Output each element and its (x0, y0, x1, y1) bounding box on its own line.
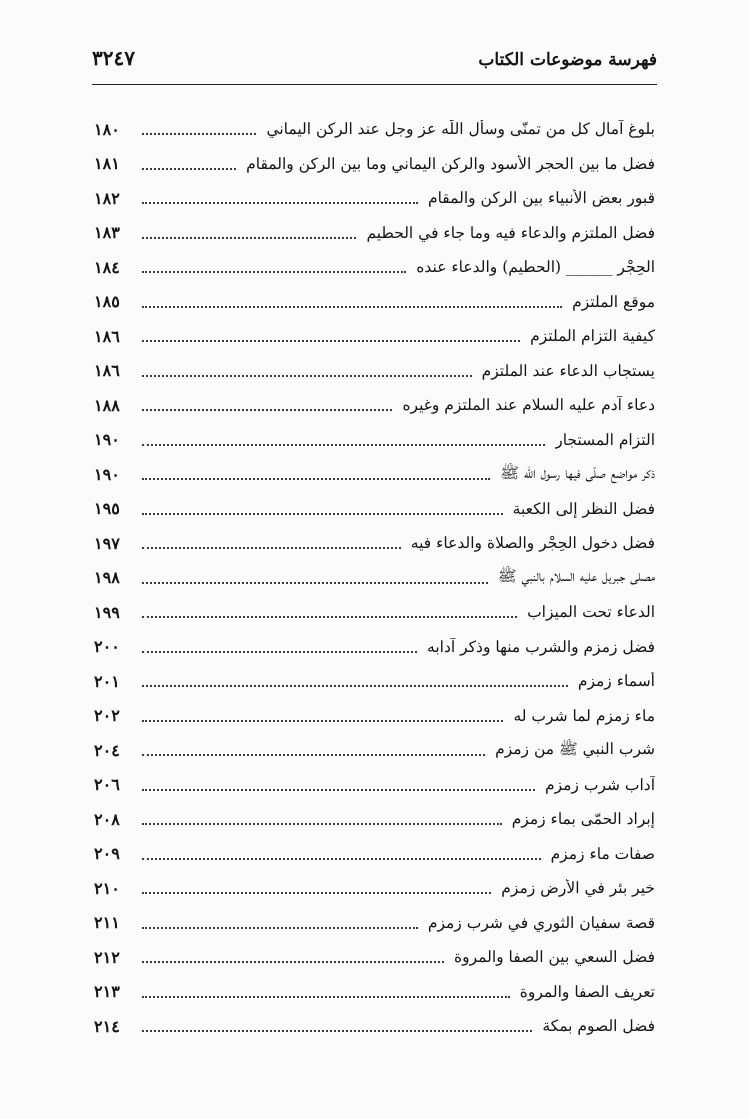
dot-leader (142, 685, 568, 687)
entry-title: فضل الملتزم والدعاء فيه وما جاء في الحطيم (366, 223, 655, 242)
toc-entry (94, 561, 655, 596)
dot-leader (142, 133, 256, 135)
dot-leader (142, 237, 356, 239)
toc-entry (94, 906, 655, 941)
dot-leader (142, 996, 510, 998)
entry-title: شرب النبي ﷺ من زمزم (495, 739, 655, 758)
page-header (92, 44, 657, 76)
entry-page-number: ١٨١ (94, 154, 120, 174)
entry-title: ذكر مواضع صلّى فيها رسول اللّٰه ﷺ (500, 463, 655, 482)
dot-leader (142, 409, 392, 411)
toc-entry (94, 423, 655, 458)
entry-page-number: ١٨٥ (94, 292, 120, 312)
dot-leader (142, 1030, 532, 1032)
toc-entry (94, 630, 655, 665)
entry-page-number: ١٨٦ (94, 326, 120, 346)
entry-page-number: ٢١٠ (94, 878, 120, 898)
toc-entry (94, 285, 655, 320)
entry-title: فضل النظر إلى الكعبة (512, 499, 655, 518)
dot-leader (142, 340, 520, 342)
entry-page-number: ١٩٥ (94, 499, 120, 519)
entry-title: خير بئر في الأرض زمزم (501, 879, 655, 898)
dot-leader (142, 927, 418, 929)
dot-leader (142, 858, 541, 860)
toc-entry (94, 837, 655, 872)
toc-entry (94, 733, 655, 768)
entry-title: ماء زمزم لما شرب له (513, 706, 655, 725)
toc-entry (94, 457, 655, 492)
entry-page-number: ٢١١ (94, 913, 120, 933)
toc-entry (94, 526, 655, 561)
entry-page-number: ١٨٨ (94, 395, 120, 415)
entry-title: تعريف الصفا والمروة (519, 982, 655, 1001)
entry-page-number: ٢١٣ (94, 982, 120, 1002)
entry-title: يستجاب الدعاء عند الملتزم (481, 361, 655, 380)
toc-entry (94, 699, 655, 734)
entry-title: قبور بعض الأنبياء بين الركن والمقام (427, 189, 655, 208)
toc-entry (94, 250, 655, 285)
dot-leader (142, 168, 236, 170)
dot-leader (142, 651, 417, 653)
dot-leader (142, 513, 503, 515)
entry-page-number: ٢١٤ (94, 1016, 120, 1036)
dot-leader (142, 789, 535, 791)
entry-page-number: ١٨٤ (94, 257, 120, 277)
dot-leader (142, 478, 490, 480)
dot-leader (142, 306, 562, 308)
entry-title: فضل السعي بين الصفا والمروة (453, 948, 655, 967)
table-of-contents (94, 112, 655, 1044)
dot-leader (142, 720, 503, 722)
entry-page-number: ٢٠٦ (94, 775, 120, 795)
entry-title: الدعاء تحت الميزاب (527, 603, 655, 622)
toc-entry (94, 768, 655, 803)
dot-leader (142, 754, 485, 756)
entry-title: كيفية التزام الملتزم (530, 327, 655, 346)
toc-entry (94, 595, 655, 630)
entry-title: التزام المستجار (555, 430, 655, 449)
entry-title: الحِجْر ______ (الحطيم) والدعاء عنده (416, 258, 655, 277)
entry-page-number: ٢٠٠ (94, 637, 120, 657)
toc-entry (94, 1009, 655, 1044)
entry-title: دعاء آدم عليه السلام عند الملتزم وغيره (402, 396, 655, 415)
toc-entry (94, 181, 655, 216)
entry-title: فضل زمزم والشرب منها وذكر آدابه (427, 637, 655, 656)
toc-entry (94, 802, 655, 837)
entry-page-number: ٢٠٤ (94, 740, 120, 760)
toc-entry (94, 664, 655, 699)
entry-page-number: ٢٠٢ (94, 706, 120, 726)
dot-leader (142, 616, 517, 618)
entry-page-number: ١٨٢ (94, 188, 120, 208)
entry-title: أسماء زمزم (577, 672, 655, 691)
entry-page-number: ١٩٩ (94, 602, 120, 622)
page-number: ٣٢٤٧ (92, 46, 135, 70)
toc-entry (94, 216, 655, 251)
entry-title: فضل دخول الحِجْر والصلاة والدعاء فيه (410, 534, 655, 553)
toc-entry (94, 871, 655, 906)
entry-page-number: ١٩٧ (94, 533, 120, 553)
entry-title: إبراد الحمّى بماء زمزم (511, 810, 655, 829)
dot-leader (142, 823, 502, 825)
dot-leader (142, 961, 444, 963)
entry-title: مصلى جبريل عليه السلام بالنبي ﷺ (497, 567, 655, 586)
dot-leader (142, 444, 545, 446)
dot-leader (142, 892, 491, 894)
toc-entry (94, 354, 655, 389)
entry-page-number: ١٩٠ (94, 464, 120, 484)
running-title: فهرسة موضوعات الكتاب (478, 50, 657, 70)
toc-entry (94, 319, 655, 354)
dot-leader (142, 547, 401, 549)
dot-leader (142, 271, 406, 273)
dot-leader (142, 202, 418, 204)
toc-entry (94, 388, 655, 423)
toc-entry (94, 112, 655, 147)
entry-title: بلوغ آمال كل من تمنّى وسأل اللّٰه عز وجل عند الركن اليماني (266, 120, 655, 139)
dot-leader (142, 582, 488, 584)
entry-title: موقع الملتزم (572, 292, 655, 311)
entry-page-number: ٢٠١ (94, 671, 120, 691)
entry-page-number: ١٨٦ (94, 361, 120, 381)
dot-leader (142, 375, 472, 377)
entry-page-number: ٢٠٩ (94, 844, 120, 864)
entry-title: صفات ماء زمزم (550, 844, 655, 863)
entry-title: فضل الصوم بمكة (542, 1017, 655, 1036)
header-rule (92, 84, 657, 85)
toc-entry (94, 492, 655, 527)
entry-title: قصة سفيان الثوري في شرب زمزم (427, 913, 655, 932)
toc-entry (94, 147, 655, 182)
entry-page-number: ١٩٠ (94, 430, 120, 450)
entry-page-number: ٢١٢ (94, 947, 120, 967)
toc-entry (94, 975, 655, 1010)
entry-title: آداب شرب زمزم (544, 775, 655, 794)
entry-page-number: ١٨٠ (94, 119, 120, 139)
entry-title: فضل ما بين الحجر الأسود والركن اليماني وما بين الركن والمقام (246, 154, 655, 173)
entry-page-number: ١٩٨ (94, 568, 120, 588)
entry-page-number: ٢٠٨ (94, 809, 120, 829)
toc-entry (94, 940, 655, 975)
entry-page-number: ١٨٣ (94, 223, 120, 243)
